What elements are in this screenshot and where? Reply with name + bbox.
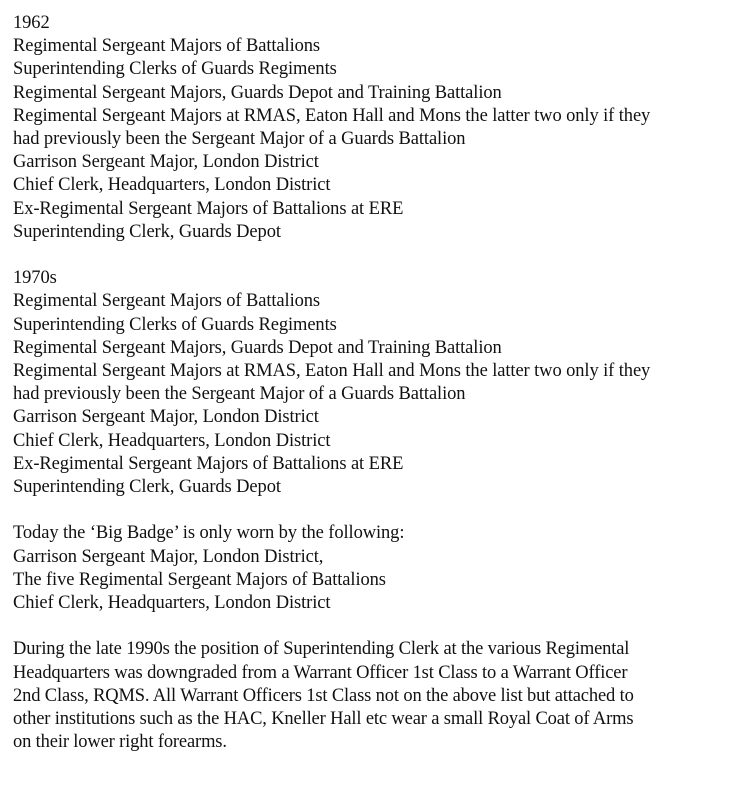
section-1970s (13, 267, 748, 499)
list-item: Superintending Clerks of Guards Regiments (13, 59, 337, 80)
section-heading: Today the ‘Big Badge’ is only worn by the following: (13, 523, 405, 544)
paragraph-line: on their lower right forearms. (13, 732, 227, 753)
section-today (13, 522, 748, 615)
list-item: Chief Clerk, Headquarters, London District (13, 430, 331, 451)
list-item: Regimental Sergeant Majors, Guards Depot and Training Battalion (13, 82, 502, 103)
list-item: Garrison Sergeant Major, London District (13, 152, 319, 173)
list-item: Regimental Sergeant Majors of Battalions (13, 291, 321, 312)
section-heading: 1970s (13, 268, 57, 289)
paragraph-line: other institutions such as the HAC, Kneller Hall etc wear a small Royal Coat of Arms (13, 709, 634, 730)
section-1962 (13, 12, 748, 244)
list-item: Ex-Regimental Sergeant Majors of Battalions at ERE (13, 453, 404, 474)
list-item: The five Regimental Sergeant Majors of Battalions (13, 569, 386, 590)
list-item: Garrison Sergeant Major, London District (13, 407, 319, 428)
list-item: had previously been the Sergeant Major of a Guards Battalion (13, 384, 466, 405)
paragraph-line: During the late 1990s the position of Superintending Clerk at the various Regimental (13, 639, 630, 660)
list-item: Ex-Regimental Sergeant Majors of Battalions at ERE (13, 198, 404, 219)
list-item: Superintending Clerks of Guards Regiments (13, 314, 337, 335)
section-heading: 1962 (13, 13, 50, 33)
list-item: Chief Clerk, Headquarters, London District (13, 175, 331, 196)
list-item: Regimental Sergeant Majors at RMAS, Eaton Hall and Mons the latter two only if they (13, 105, 651, 126)
paragraph-line: Headquarters was downgraded from a Warrant Officer 1st Class to a Warrant Officer (13, 662, 628, 683)
list-item: Regimental Sergeant Majors, Guards Depot and Training Battalion (13, 337, 502, 358)
paragraph-line: 2nd Class, RQMS. All Warrant Officers 1st Class not on the above list but attached to (13, 685, 634, 706)
list-item: Garrison Sergeant Major, London District, (13, 546, 324, 567)
closing-paragraph (13, 638, 748, 754)
document-page (13, 12, 748, 754)
list-item: Chief Clerk, Headquarters, London District (13, 593, 331, 614)
list-item: Superintending Clerk, Guards Depot (13, 221, 281, 242)
list-item: Superintending Clerk, Guards Depot (13, 477, 281, 498)
list-item: Regimental Sergeant Majors at RMAS, Eaton Hall and Mons the latter two only if they (13, 361, 651, 382)
list-item: Regimental Sergeant Majors of Battalions (13, 36, 321, 57)
list-item: had previously been the Sergeant Major of a Guards Battalion (13, 129, 466, 150)
